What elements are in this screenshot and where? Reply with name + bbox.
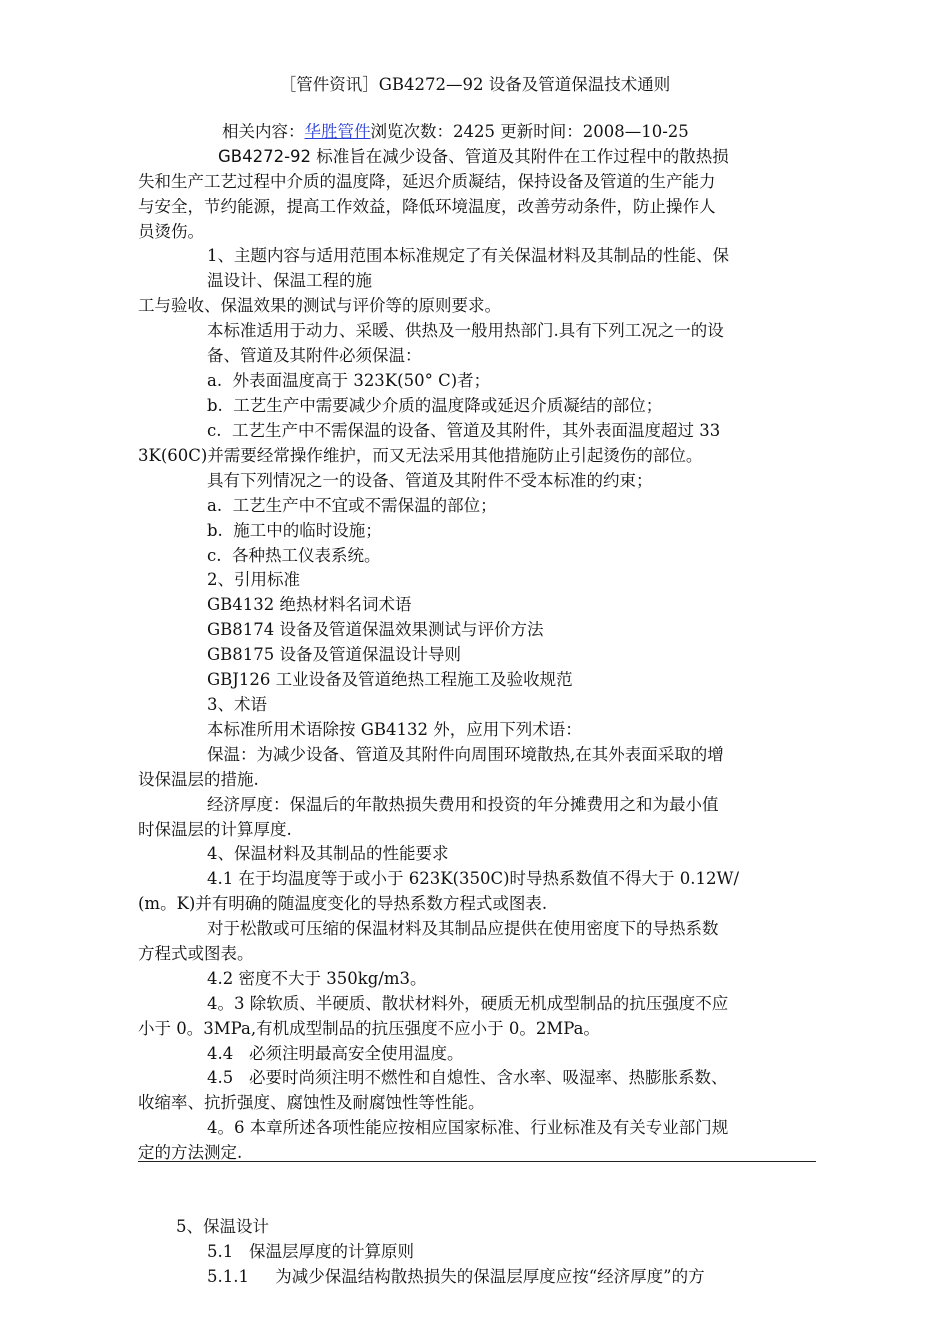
divider: [138, 1161, 816, 1162]
reference-item: GB4132 绝热材料名词术语: [207, 595, 412, 614]
section-heading: 5、保温设计: [176, 1217, 269, 1236]
paragraph-line: 4.1 在于均温度等于或小于 623K(350C)时导热系数值不得大于 0.12W/: [207, 869, 740, 888]
section-heading: 2、引用标准: [207, 570, 300, 589]
standard-code: GB4272-92: [218, 147, 312, 166]
reference-item: GBJ126 工业设备及管道绝热工程施工及验收规范: [207, 670, 573, 689]
paragraph-line: 方程式或图表。: [138, 944, 254, 963]
paragraph-line: 失和生产工艺过程中介质的温度降，延迟介质凝结，保持设备及管道的生产能力: [138, 172, 716, 191]
meta-prefix: 相关内容：: [222, 122, 305, 141]
paragraph-line: 时保温层的计算厚度.: [138, 820, 292, 839]
section-heading: 4、保温材料及其制品的性能要求: [207, 844, 449, 863]
paragraph-line: 温设计、保温工程的施: [207, 271, 372, 290]
paragraph-line: 收缩率、抗折强度、腐蚀性及耐腐蚀性等性能。: [138, 1093, 485, 1112]
related-link[interactable]: 华胜管件: [304, 122, 371, 141]
paragraph-line: 员烫伤。: [138, 222, 204, 241]
paragraph-line: 工与验收、保温效果的测试与评价等的原则要求。: [138, 296, 501, 315]
paragraph-line: 与安全，节约能源，提高工作效益，降低环境温度，改善劳动条件，防止操作人: [138, 197, 716, 216]
section-heading: 1、主题内容与适用范围本标准规定了有关保温材料及其制品的性能、保: [207, 246, 729, 265]
list-item: c. 各种热工仪表系统。: [207, 546, 381, 565]
meta-line: [222, 120, 689, 144]
subsection-heading: 5.1 保温层厚度的计算原则: [207, 1242, 414, 1261]
paragraph-line: 4。6 本章所述各项性能应按相应国家标准、行业标准及有关专业部门规: [207, 1118, 729, 1137]
list-item: b. 工艺生产中需要减少介质的温度降或延迟介质凝结的部位；: [207, 396, 663, 415]
meta-stats: 浏览次数：2425 更新时间：2008—10-25: [370, 122, 689, 141]
paragraph-line: 设保温层的措施.: [138, 770, 259, 789]
paragraph-line: 5.1.1 为减少保温结构散热损失的保温层厚度应按“经济厚度”的方: [207, 1267, 705, 1286]
paragraph-line: 4.5 必要时尚须注明不燃性和自熄性、含水率、吸湿率、热膨胀系数、: [207, 1068, 728, 1087]
paragraph-line: 3K(60C)并需要经常操作维护，而又无法采用其他措施防止引起烫伤的部位。: [138, 446, 703, 465]
paragraph-line: 备、管道及其附件必须保温：: [207, 346, 422, 365]
paragraph-line: 对于松散或可压缩的保温材料及其制品应提供在使用密度下的导热系数: [207, 919, 719, 938]
reference-item: GB8175 设备及管道保温设计导则: [207, 645, 462, 664]
document-title: ［管件资讯］GB4272—92 设备及管道保温技术通则: [279, 75, 671, 94]
paragraph-line: 本标准适用于动力、采暖、供热及一般用热部门.具有下列工况之一的设: [207, 321, 724, 340]
list-item: a. 工艺生产中不宜或不需保温的部位；: [207, 496, 497, 515]
paragraph-line: 本标准所用术语除按 GB4132 外，应用下列术语：: [207, 720, 582, 739]
paragraph-line: 具有下列情况之一的设备、管道及其附件不受本标准的约束；: [207, 471, 653, 490]
list-item: a. 外表面温度高于 323K(50° C)者；: [207, 371, 491, 390]
paragraph-line: 4。3 除软质、半硬质、散状材料外，硬质无机成型制品的抗压强度不应: [207, 994, 729, 1013]
paragraph-line: 小于 0。3MPa,有机成型制品的抗压强度不应小于 0。2MPa。: [138, 1019, 600, 1038]
list-item: c. 工艺生产中不需保温的设备、管道及其附件，其外表面温度超过 33: [207, 421, 721, 440]
paragraph-line: 定的方法测定.: [138, 1143, 243, 1162]
paragraph-line: 4.4 必须注明最高安全使用温度。: [207, 1044, 464, 1063]
list-item: b. 施工中的临时设施；: [207, 521, 382, 540]
intro-line-1: [218, 145, 729, 169]
intro-text: 标准旨在减少设备、管道及其附件在工作过程中的散热损: [311, 147, 729, 166]
paragraph-line: (m。K)并有明确的随温度变化的导热系数方程式或图表.: [138, 894, 548, 913]
paragraph-line: 保温：为减少设备、管道及其附件向周围环境散热,在其外表面采取的增: [207, 745, 724, 764]
paragraph-line: 4.2 密度不大于 350kg/m3。: [207, 969, 427, 988]
section-heading: 3、术语: [207, 695, 267, 714]
paragraph-line: 经济厚度：保温后的年散热损失费用和投资的年分摊费用之和为最小值: [207, 795, 719, 814]
reference-item: GB8174 设备及管道保温效果测试与评价方法: [207, 620, 544, 639]
